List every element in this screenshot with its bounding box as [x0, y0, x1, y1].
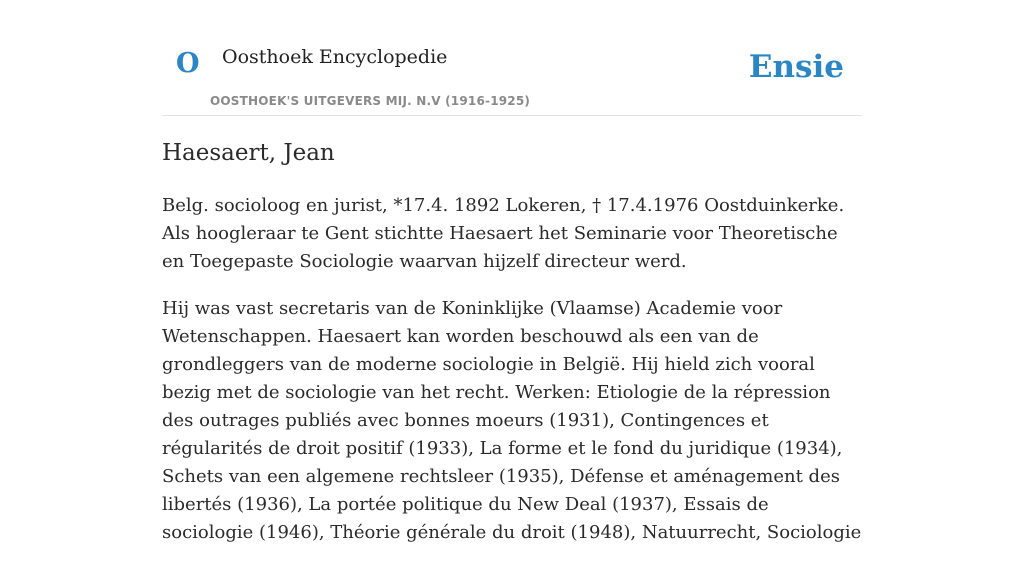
entry-paragraph: Belg. socioloog en jurist, *17.4. 1892 Lokeren, † 17.4.1976 Oostduinkerke. Als hoogleraar te Gent stichtte Haesaert het Seminarie voor Theoretische en Toegepaste Sociologie waarvan hijzelf directeur werd. [162, 195, 845, 272]
entry-title: Haesaert, Jean [162, 140, 335, 166]
page [162, 0, 862, 543]
publisher-label: OOSTHOEK'S UITGEVERS MIJ. N.V (1916-1925) [210, 94, 531, 108]
brand-link[interactable]: Ensie [748, 49, 844, 85]
site-logo[interactable]: O [176, 48, 200, 79]
entry-paragraph: Hij was vast secretaris van de Koninklijke (Vlaamse) Academie voor Wetenschappen. Haesaert kan worden beschouwd als een van de grondleggers van de moderne sociologie in België. Hij hield zich vooral bezig met de sociologie van het recht. Werken: Etiologie de la répression des outrages publiés avec bonnes moeurs (1931), Contingences et régularités de droit positif (1933), La forme et le fond du juridique (1934), Schets van een algemene rechtsleer (1935), Défense et aménagement des libertés (1936), La portée politique du New Deal (1937), Essais de sociologie (1946), Théorie générale du droit (1948), Natuurrecht, Sociologie [162, 298, 862, 543]
site-title[interactable]: Oosthoek Encyclopedie [222, 46, 448, 68]
site-header [162, 0, 862, 116]
entry-body [162, 192, 862, 566]
